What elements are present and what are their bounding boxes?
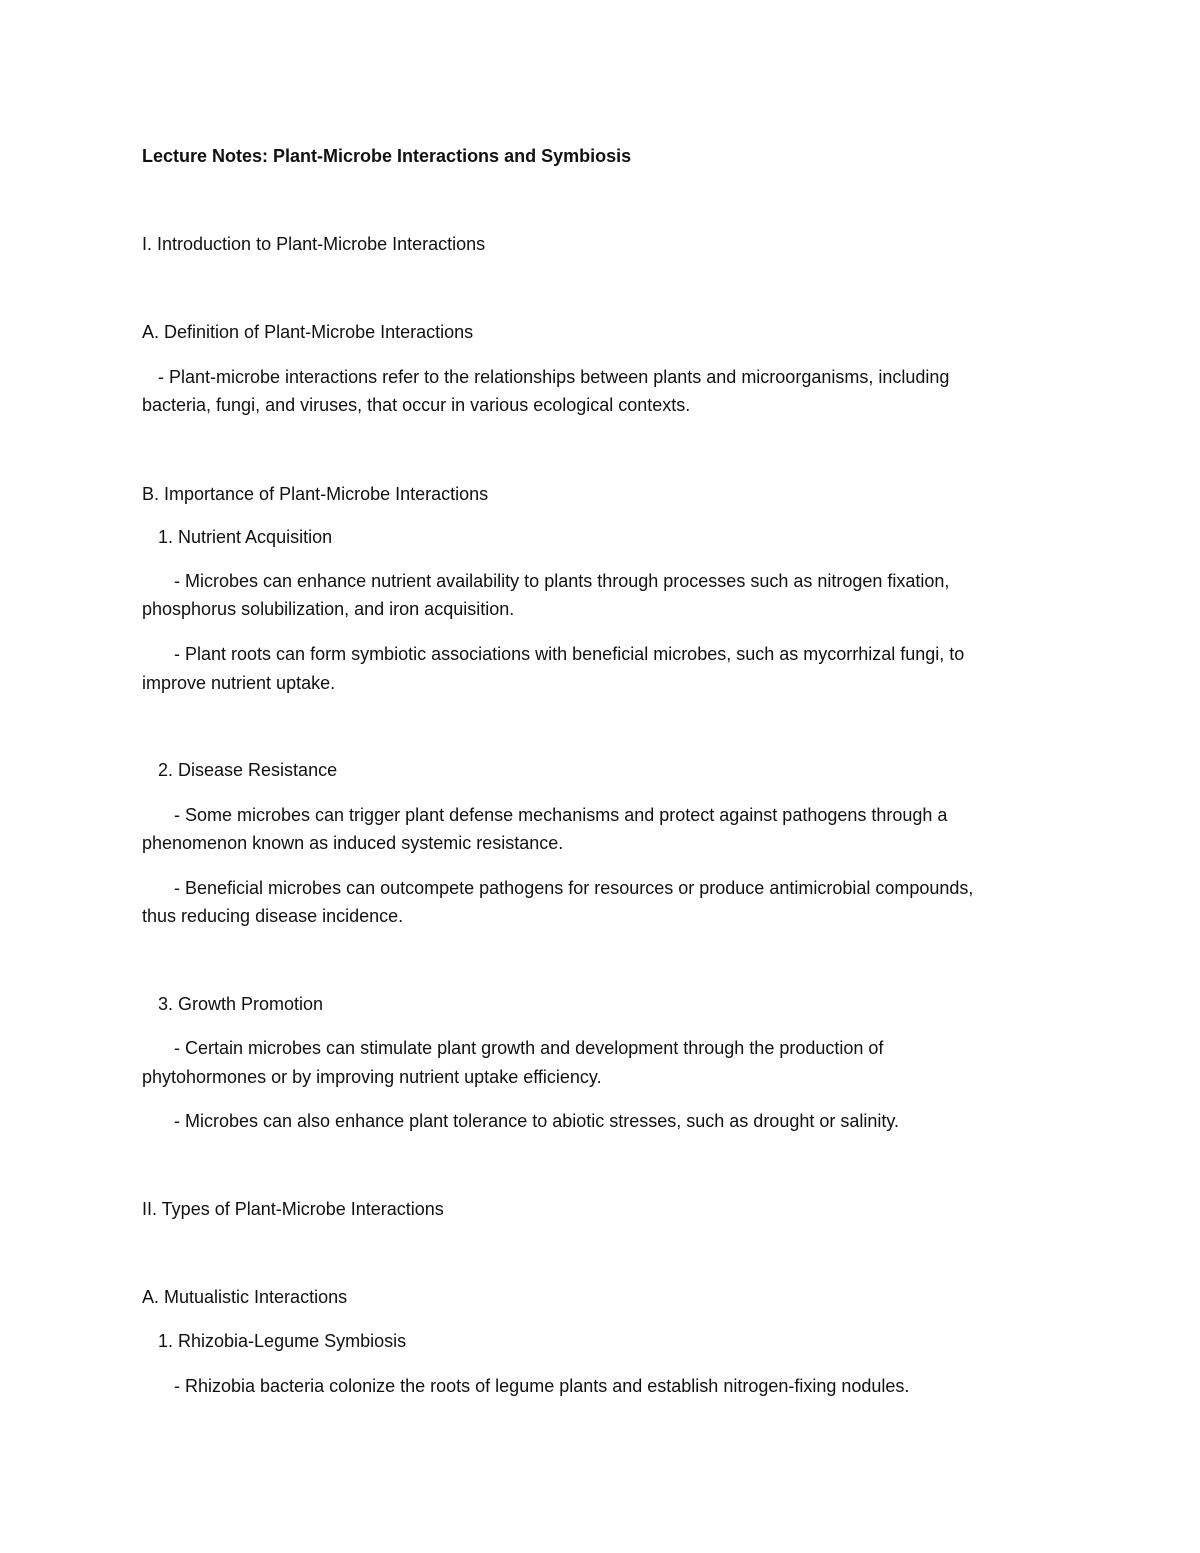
bullet-text: thus reducing disease incidence. <box>142 906 404 926</box>
bullet-text: phytohormones or by improving nutrient uptake efficiency. <box>142 1067 602 1087</box>
bullet-text: - Beneficial microbes can outcompete pathogens for resources or produce antimicrobial compounds, <box>174 878 974 898</box>
bullet-text: phenomenon known as induced systemic resistance. <box>142 833 564 853</box>
subsection-heading: A. Definition of Plant-Microbe Interactions <box>142 322 474 342</box>
item-heading: 3. Growth Promotion <box>158 994 324 1014</box>
bullet-text: - Microbes can also enhance plant tolerance to abiotic stresses, such as drought or salinity. <box>174 1111 900 1131</box>
subsection-heading: A. Mutualistic Interactions <box>142 1287 348 1307</box>
bullet-text: phosphorus solubilization, and iron acquisition. <box>142 599 515 619</box>
bullet-text: - Plant roots can form symbiotic associations with beneficial microbes, such as mycorrhizal fungi, to <box>174 644 965 664</box>
section-heading: I. Introduction to Plant-Microbe Interactions <box>142 234 486 254</box>
bullet-text: - Plant-microbe interactions refer to the relationships between plants and microorganisms, including <box>158 367 950 387</box>
bullet-text: - Some microbes can trigger plant defense mechanisms and protect against pathogens through a <box>174 805 948 825</box>
bullet-text: - Rhizobia bacteria colonize the roots of legume plants and establish nitrogen-fixing nodules. <box>174 1376 910 1396</box>
item-heading: 1. Nutrient Acquisition <box>158 527 333 547</box>
section-heading: II. Types of Plant-Microbe Interactions <box>142 1199 444 1219</box>
bullet-text: bacteria, fungi, and viruses, that occur in various ecological contexts. <box>142 395 691 415</box>
subsection-heading: B. Importance of Plant-Microbe Interactions <box>142 484 489 504</box>
bullet-text: - Microbes can enhance nutrient availability to plants through processes such as nitrogen fixation, <box>174 571 950 591</box>
item-heading: 1. Rhizobia-Legume Symbiosis <box>158 1331 407 1351</box>
bullet-text: - Certain microbes can stimulate plant growth and development through the production of <box>174 1038 884 1058</box>
item-heading: 2. Disease Resistance <box>158 760 338 780</box>
bullet-text: improve nutrient uptake. <box>142 673 336 693</box>
document-title: Lecture Notes: Plant-Microbe Interactions and Symbiosis <box>142 146 632 166</box>
